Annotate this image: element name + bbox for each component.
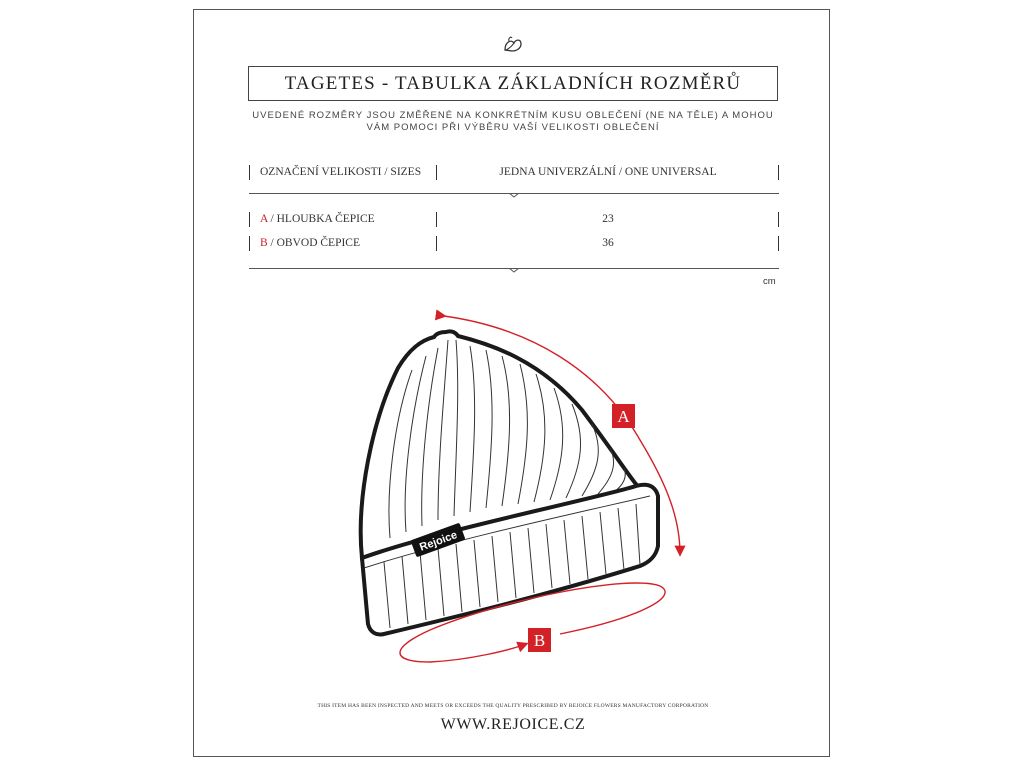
table-divider: [249, 165, 250, 180]
marker-a: [612, 404, 635, 428]
row-letter: A: [260, 213, 268, 225]
marker-b: [528, 628, 551, 652]
note-line-2: VÁM POMOCI PŘI VÝBĚRU VAŠÍ VELIKOSTI OBLEČENÍ: [366, 122, 660, 133]
svg-text:A: A: [617, 407, 630, 426]
table-divider: [436, 236, 437, 251]
table-divider: [249, 236, 250, 251]
table-header-label: OZNAČENÍ VELIKOSTI / SIZES: [260, 166, 422, 178]
rule-notch: [509, 268, 519, 273]
website-url[interactable]: WWW.REJOICE.CZ: [440, 716, 586, 733]
unit-label: cm: [763, 276, 776, 287]
flower-icon: [502, 34, 524, 54]
quality-footnote: THIS ITEM HAS BEEN INSPECTED AND MEETS OR EXCEEDS THE QUALITY PRESCRIBED BY REJOICE FLOWERS MANUFACTORY CORPORATION: [317, 703, 709, 709]
table-divider: [436, 165, 437, 180]
table-row-a-value: 23: [602, 213, 614, 225]
table-row-b-value: 36: [602, 237, 614, 249]
table-divider: [778, 236, 779, 251]
rule-notch: [509, 193, 519, 198]
table-divider: [778, 165, 779, 180]
table-header-value: JEDNA UNIVERZÁLNÍ / ONE UNIVERSAL: [499, 166, 717, 178]
page-title: TAGETES - TABULKA ZÁKLADNÍCH ROZMĚRŮ: [248, 66, 778, 101]
row-label-text: / OBVOD ČEPICE: [267, 237, 360, 249]
table-divider: [778, 212, 779, 227]
row-label-text: / HLOUBKA ČEPICE: [267, 213, 375, 225]
measurement-note: [252, 110, 774, 134]
row-letter: B: [260, 237, 268, 249]
beanie-illustration: [350, 300, 700, 675]
table-divider: [249, 212, 250, 227]
note-line-1: UVEDENÉ ROZMĚRY JSOU ZMĚŘENÉ NA KONKRÉTNÍM KUSU OBLEČENÍ (NE NA TĚLE) A MOHOU: [252, 110, 774, 121]
table-divider: [436, 212, 437, 227]
svg-text:B: B: [533, 631, 546, 650]
table-row-b-label: [260, 237, 360, 249]
brand-tag-text: Rejoice: [418, 529, 459, 554]
table-row-a-label: [260, 213, 375, 225]
